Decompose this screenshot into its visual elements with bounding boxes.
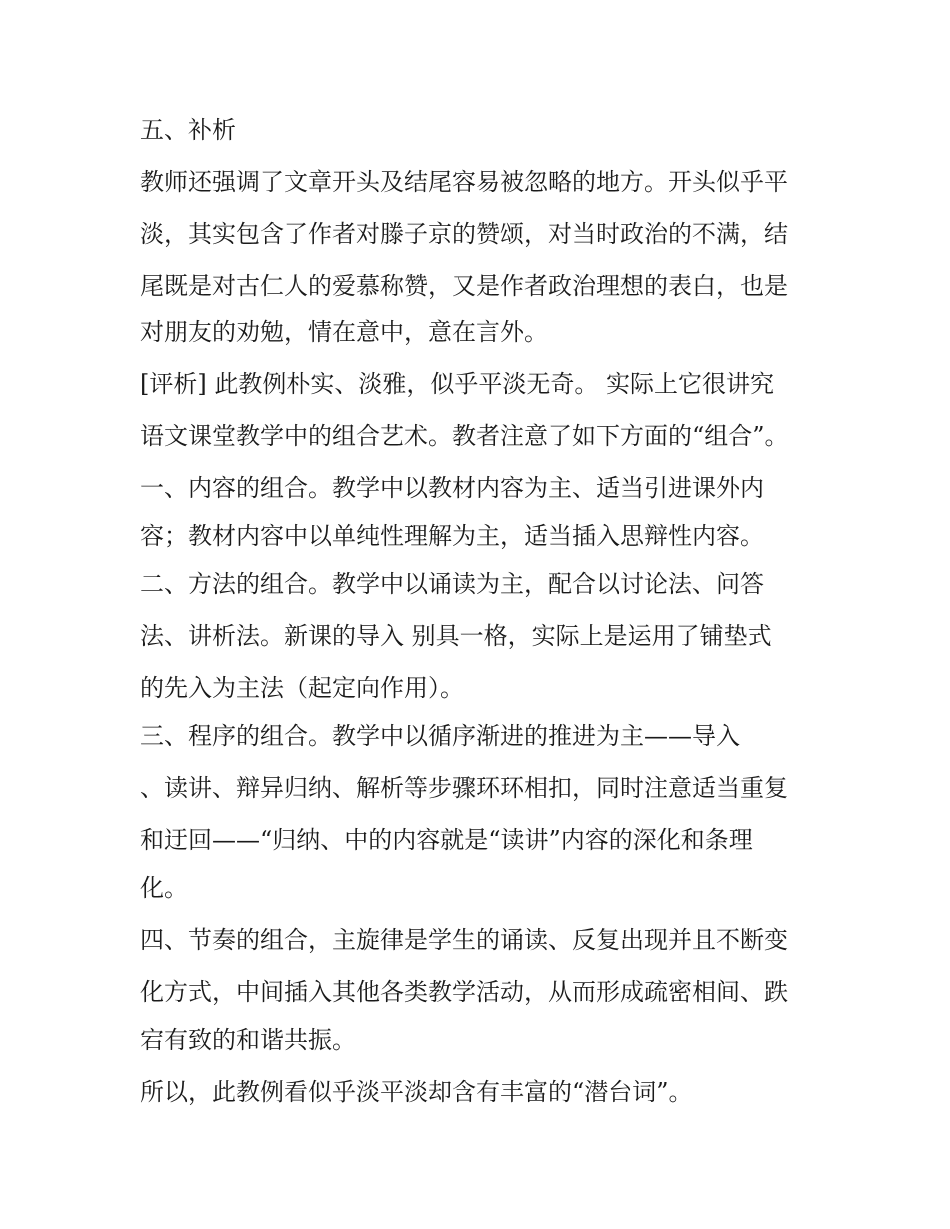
commentary-line: [评析] 此教例朴实、淡雅，似乎平淡无奇。 实际上它很讲究	[140, 370, 774, 398]
paragraph-line: 淡，其实包含了作者对滕子京的赞颂，对当时政治的不满，结	[140, 220, 788, 248]
paragraph-line: 尾既是对古仁人的爱慕称赞，又是作者政治理想的表白，也是	[140, 272, 788, 300]
procedure-combination-line: 、读讲、辩异归纳、解析等步骤环环相扣，同时注意适当重复	[140, 774, 788, 802]
commentary-line: 语文课堂教学中的组合艺术。教者注意了如下方面的“组合”。	[140, 422, 789, 450]
content-combination-line: 容；教材内容中以单纯性理解为主，适当插入思辩性内容。	[140, 522, 764, 550]
paragraph-line: 教师还强调了文章开头及结尾容易被忽略的地方。开头似乎平	[140, 168, 788, 196]
procedure-combination-line: 和迂回——“归纳、中的内容就是“读讲”内容的深化和条理	[140, 826, 753, 854]
method-combination-line: 二、方法的组合。教学中以诵读为主，配合以讨论法、问答	[140, 570, 764, 598]
content-combination-line: 一、内容的组合。教学中以教材内容为主、适当引进课外内	[140, 474, 764, 502]
paragraph-line: 对朋友的劝勉，情在意中，意在言外。	[140, 318, 548, 346]
rhythm-combination-line: 四、节奏的组合，主旋律是学生的诵读、反复出现并且不断变	[140, 926, 788, 954]
rhythm-combination-line: 宕有致的和谐共振。	[140, 1026, 356, 1054]
rhythm-combination-line: 化方式，中间插入其他各类教学活动，从而形成疏密相间、跌	[140, 978, 788, 1006]
section-heading: 五、补析	[140, 116, 236, 144]
procedure-combination-line: 化。	[140, 874, 188, 902]
method-combination-line: 的先入为主法（起定向作用）。	[140, 674, 464, 702]
procedure-combination-line: 三、程序的组合。教学中以循序渐进的推进为主——导入	[140, 722, 740, 750]
conclusion-line: 所以，此教例看似乎淡平淡却含有丰富的“潜台词”。	[140, 1078, 693, 1106]
method-combination-line: 法、讲析法。新课的导入 别具一格，实际上是运用了铺垫式	[140, 622, 772, 650]
